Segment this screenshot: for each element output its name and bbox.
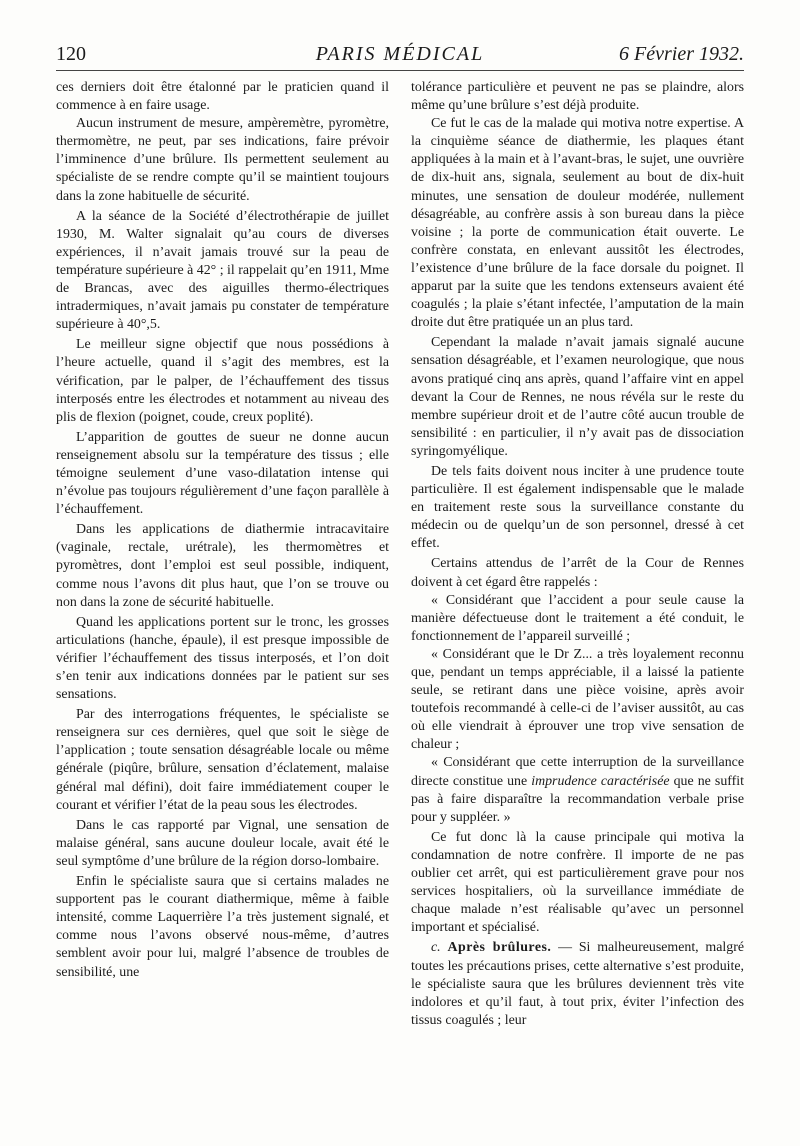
- paragraph: A la séance de la Société d’électrothérapie de juillet 1930, M. Walter signalait qu’au cours de diverses expériences, il n’avait jamais trouvé sur la peau de température supérieure à 42° ; il rappelait qu’en 1911, Mme de Brancas, avec des aiguilles thermo-électriques intradermiques, n’avait jamais pu constater de température supérieure à 40°,5.: [56, 208, 389, 333]
- journal-title: PARIS MÉDICAL: [315, 43, 485, 65]
- paragraph: Dans le cas rapporté par Vignal, une sensation de malaise général, sans aucune douleur locale, avait été le seul symptôme d’une brûlure de la région dorso-lombaire.: [56, 817, 389, 869]
- paragraph: Aucun instrument de mesure, ampèremètre, pyromètre, thermomètre, ne peut, par ses indications, faire prévoir l’imminence d’une brûlure. Ils permettent seulement au spécialiste de se rendre compte qu’il se maintient toujours dans la zone habituelle de sécurité.: [56, 116, 389, 204]
- court-quote: « Considérant que le Dr Z... a très loyalement reconnu que, pendant un temps appréciable, il a laissé la patiente seule, se retirant dans une pièce voisine, après avoir toutefois recommandé à celle-ci de l’aviser aussitôt, au cas où elle viendrait à éprouver une trop vive sensation de chaleur ;: [411, 646, 744, 753]
- court-quote: [411, 754, 744, 826]
- section-letter: c.: [431, 940, 441, 956]
- court-quote: « Considérant que l’accident a pour seule cause la manière défectueuse dont le traitement a été conduit, le fonctionnement de l’appareil surveillé ;: [411, 592, 744, 644]
- section-heading: Après brûlures.: [447, 940, 552, 956]
- paragraph: Par des interrogations fréquentes, le spécialiste se renseignera sur ces dernières, quel que soit le siège de l’application ; toute sensation désagréable locale ou même générale (piqûre, brûlure, sensation d’éclatement, malaise général mal défini), doit faire immédiatement couper le courant et vérifier l’état de la peau sous les électrodes.: [56, 707, 389, 813]
- paragraph: Certains attendus de l’arrêt de la Cour de Rennes doivent à cet égard être rappelés :: [411, 556, 744, 590]
- paragraph: Ce fut le cas de la malade qui motiva notre expertise. A la cinquième séance de diathermie, les plaques étant appliquées à la main et à l’avant-bras, le sujet, une ouvrière de dix-huit ans, signala, seulement au bout de dix-huit minutes, une sensation de douleur modérée, nullement désagréable, au confrère assis à son bureau dans la pièce voisine ; la porte de communication était ouverte. Le confrère constata, en enlevant aussitôt les électrodes, l’existence d’une brûlure de la face dorsale du poignet. Il apparut par la suite que les tendons extenseurs avaient été coagulés ; la plaie s’étant infectée, l’amputation de la main droite dut être pratiquée un an plus tard.: [411, 116, 744, 331]
- left-column: [56, 79, 389, 1030]
- paragraph: ces derniers doit être étalonné par le praticien quand il commence à en faire usage.: [56, 80, 389, 114]
- paragraph: tolérance particulière et peuvent ne pas se plaindre, alors même qu’une brûlure s’est déjà produite.: [411, 80, 744, 114]
- emphasis: imprudence caractérisée: [531, 773, 670, 789]
- paragraph: Dans les applications de diathermie intracavitaire (vaginale, rectale, urétrale), les thermomètres et pyromètres, dont l’emploi est seul possible, indiquent, comme nous l’avons dit plus haut, que l’on se trouve ou non dans la zone de sécurité habituelle.: [56, 522, 389, 610]
- paragraph: L’apparition de gouttes de sueur ne donne aucun renseignement absolu sur la température des tissus ; elle témoigne seulement d’une vaso-dilatation intense qui n’évolue pas toujours régulièrement d’une façon parallèle à l’échauffement.: [56, 429, 389, 518]
- right-column: [411, 79, 744, 1030]
- two-column-body: [56, 79, 744, 1030]
- quote-text: « Considérant que cette interruption de la surveillance directe constitue une: [411, 755, 744, 789]
- quote-text: que ne suffit pas à faire disparaître la recommandation verbale prise pour y suppléer. »: [411, 773, 744, 825]
- section-text: — Si malheureusement, malgré toutes les précautions prises, cette alternative s’est produite, le spécialiste saura que les brûlures deviennent très vite indolores et qu’il faut, à tout prix, éviter l’infection des tissus coagulés ; leur: [411, 940, 744, 1028]
- paragraph: Ce fut donc là la cause principale qui motiva la condamnation de notre confrère. Il importe de ne pas oublier cet arrêt, qui est particulièrement grave pour nos services hospitaliers, où la surveillance immédiate de chaque malade n’est réalisable qu’avec un personnel important et spécialisé.: [411, 829, 744, 936]
- page-number: 120: [56, 43, 86, 65]
- running-head: [56, 40, 744, 71]
- paragraph: Cependant la malade n’avait jamais signalé aucune sensation désagréable, et l’examen neurologique, que nous avons pratiqué cinq ans après, quand l’affaire vint en appel devant la Cour de Rennes, ne nous révéla sur le reste du membre supérieur droit et de l’autre côté aucun trouble de sensibilité : en particulier, il n’y avait pas de dissociation syringomyélique.: [411, 335, 744, 459]
- paragraph: Enfin le spécialiste saura que si certains malades ne supportent pas le courant diathermique, même à faible intensité, comme Laquerrière l’a très justement signalé, et comme nous l’avons observé nous-même, d’autres semblent avoir pour lui, malgré l’absence de troubles de sensibilité, une: [56, 874, 389, 980]
- issue-date: 6 Février 1932.: [619, 43, 744, 65]
- section-paragraph: [411, 939, 744, 1029]
- paragraph: De tels faits doivent nous inciter à une prudence toute particulière. Il est également indispensable que le malade en traitement reste sous la surveillance constante du médecin ou de quelqu’un de son personnel, dressé à cet effet.: [411, 463, 744, 552]
- paragraph: Le meilleur signe objectif que nous possédions à l’heure actuelle, quand il s’agit des membres, est la vérification, par le palper, de l’échauffement des tissus interposés entre les électrodes et notamment au niveau des plis de flexion (poignet, coude, creux poplité).: [56, 337, 389, 425]
- paragraph: Quand les applications portent sur le tronc, les grosses articulations (hanche, épaule), il est presque impossible de vérifier l’échauffement des tissus interposés, et l’on doit s’en tenir aux indications données par le patient sur ses sensations.: [56, 614, 389, 703]
